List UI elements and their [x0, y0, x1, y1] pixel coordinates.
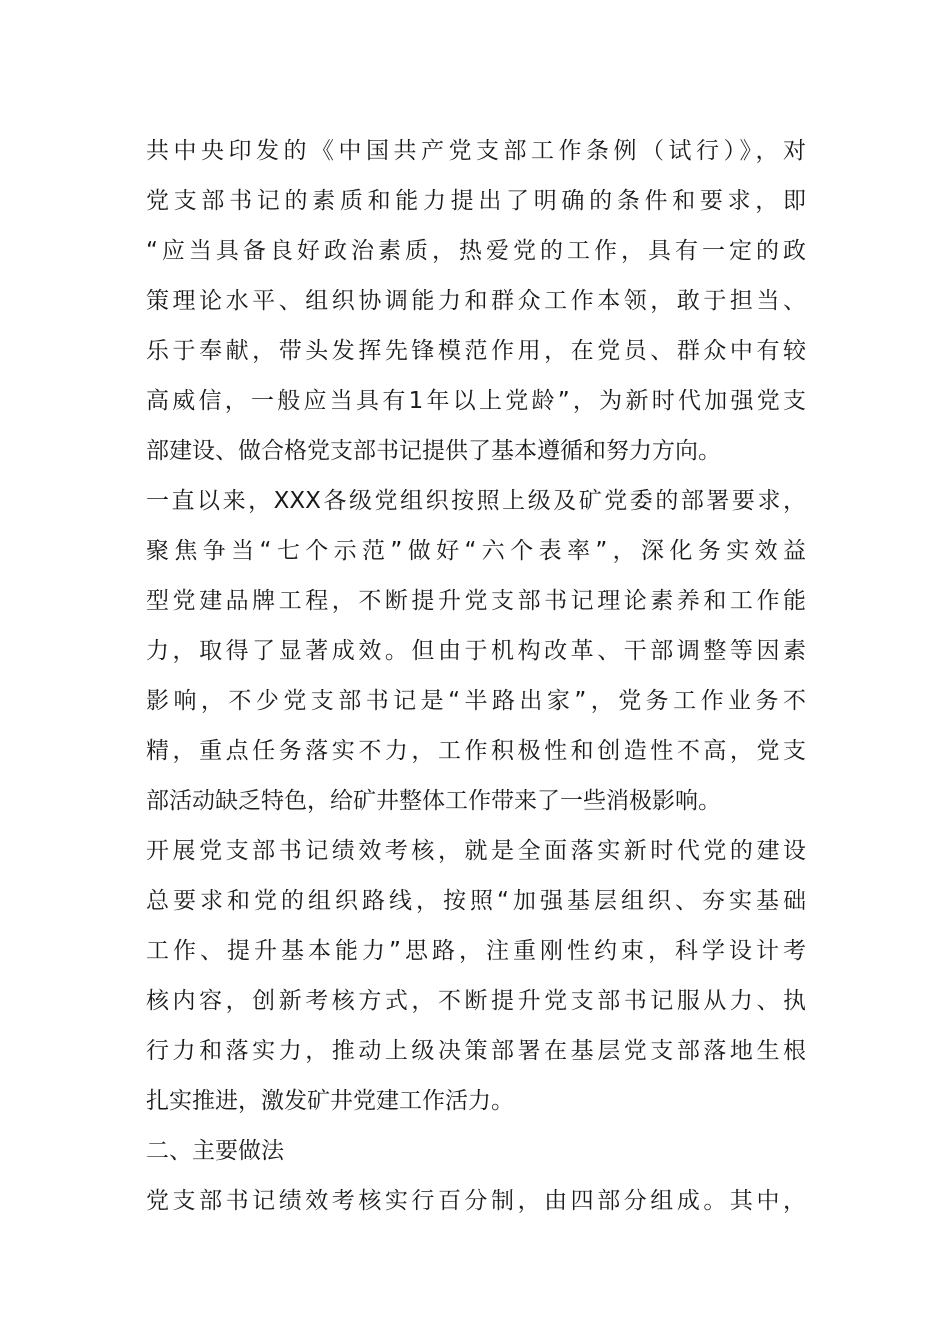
- text-line: 党支部书记的素质和能力提出了明确的条件和要求，即: [146, 188, 806, 214]
- text-line: 开展党支部书记绩效考核，就是全面落实新时代党的建设: [146, 838, 806, 864]
- text-line: 力，取得了显著成效。但由于机构改革、干部调整等因素: [146, 638, 806, 664]
- text-line: 聚焦争当“七个示范”做好“六个表率”，深化务实效益: [146, 538, 806, 564]
- text-line: 策理论水平、组织协调能力和群众工作本领，敢于担当、: [146, 288, 806, 314]
- text-line: 影响，不少党支部书记是“半路出家”，党务工作业务不: [146, 688, 806, 714]
- text-line: 高威信，一般应当具有1年以上党龄”，为新时代加强党支: [146, 388, 806, 414]
- text-line: 型党建品牌工程，不断提升党支部书记理论素养和工作能: [146, 588, 806, 614]
- text-line: 部建设、做合格党支部书记提供了基本遵循和努力方向。: [146, 438, 721, 464]
- text-line: 一直以来，XXX各级党组织按照上级及矿党委的部署要求，: [146, 488, 806, 514]
- text-line: 乐于奉献，带头发挥先锋模范作用，在党员、群众中有较: [146, 338, 806, 364]
- text-line: 工作、提升基本能力”思路，注重刚性约束，科学设计考: [146, 938, 806, 964]
- text-line: 共中央印发的《中国共产党支部工作条例（试行）》，对: [146, 138, 806, 164]
- text-line: 精，重点任务落实不力，工作积极性和创造性不高，党支: [146, 738, 806, 764]
- text-line: 行力和落实力，推动上级决策部署在基层党支部落地生根: [146, 1038, 806, 1064]
- text-line: “应当具备良好政治素质，热爱党的工作，具有一定的政: [146, 238, 806, 264]
- text-line: 扎实推进，激发矿井党建工作活力。: [146, 1088, 514, 1114]
- text-line: 党支部书记绩效考核实行百分制，由四部分组成。其中，: [146, 1188, 806, 1214]
- section-heading: 二、主要做法: [146, 1138, 284, 1164]
- text-line: 部活动缺乏特色，给矿井整体工作带来了一些消极影响。: [146, 788, 721, 814]
- body-text: [146, 126, 806, 1226]
- text-line: 核内容，创新考核方式，不断提升党支部书记服从力、执: [146, 988, 806, 1014]
- text-line: 总要求和党的组织路线，按照“加强基层组织、夯实基础: [146, 888, 806, 914]
